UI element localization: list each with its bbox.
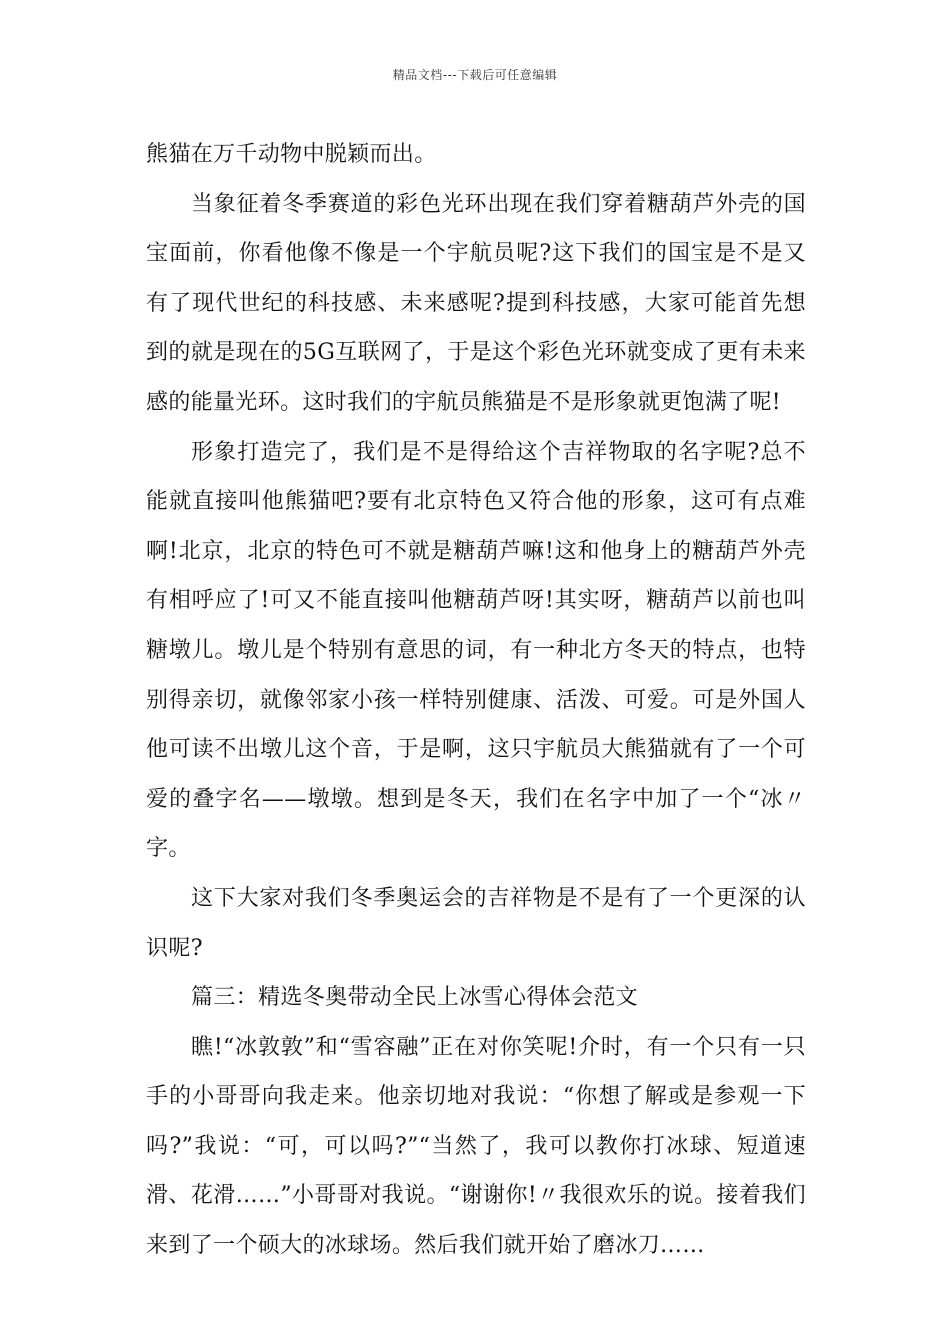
- section-title: 篇三：精选冬奥带动全民上冰雪心得体会范文: [191, 985, 639, 1011]
- paragraph-continuation: 熊猫在万千动物中脱颖而出。: [146, 142, 437, 167]
- paragraph-rings: 当象征着冬季赛道的彩色光环出现在我们穿着糖葫芦外壳的国宝面前，你看他像不像是一个宇航员呢?这下我们的国宝是不是又有了现代世纪的科技感、未来感呢?提到科技感，大家可能首先想到的就是现在的5G互联网了，于是这个彩色光环就变成了更有未来感的能量光环。这时我们的宇航员熊猫是不是形象就更饱满了呢!: [146, 191, 806, 415]
- paragraph-naming: 形象打造完了，我们是不是得给这个吉祥物取的名字呢?总不能就直接叫他熊猫吧?要有北京特色又符合他的形象，这可有点难啊!北京，北京的特色可不就是糖葫芦嘛!这和他身上的糖葫芦外壳有相呼应了!可又不能直接叫他糖葫芦呀!其实呀，糖葫芦以前也叫糖墩儿。墩儿是个特别有意思的词，有一种北方冬天的特点，也特别得亲切，就像邻家小孩一样特别健康、活泼、可爱。可是外国人他可读不出墩儿这个音，于是啊，这只宇航员大熊猫就有了一个可爱的叠字名——墩墩。想到是冬天，我们在名字中加了一个“冰〃字。: [146, 439, 806, 862]
- page-header: 精品文档---下载后可任意编辑: [392, 68, 558, 82]
- paragraph-conclusion: 这下大家对我们冬季奥运会的吉祥物是不是有了一个更深的认识呢?: [146, 885, 806, 961]
- document-body: [146, 130, 806, 1271]
- paragraph-story: 瞧!“冰敦敦”和“雪容融”正在对你笑呢!介时，有一个只有一只手的小哥哥向我走来。他亲切地对我说：“你想了解或是参观一下吗?”我说：“可，可以吗?”“当然了，我可以教你打冰球、短道速滑、花滑……”小哥哥对我说。“谢谢你!〃我很欢乐的说。接着我们来到了一个硕大的冰球场。然后我们就开始了磨冰刀……: [146, 1034, 806, 1259]
